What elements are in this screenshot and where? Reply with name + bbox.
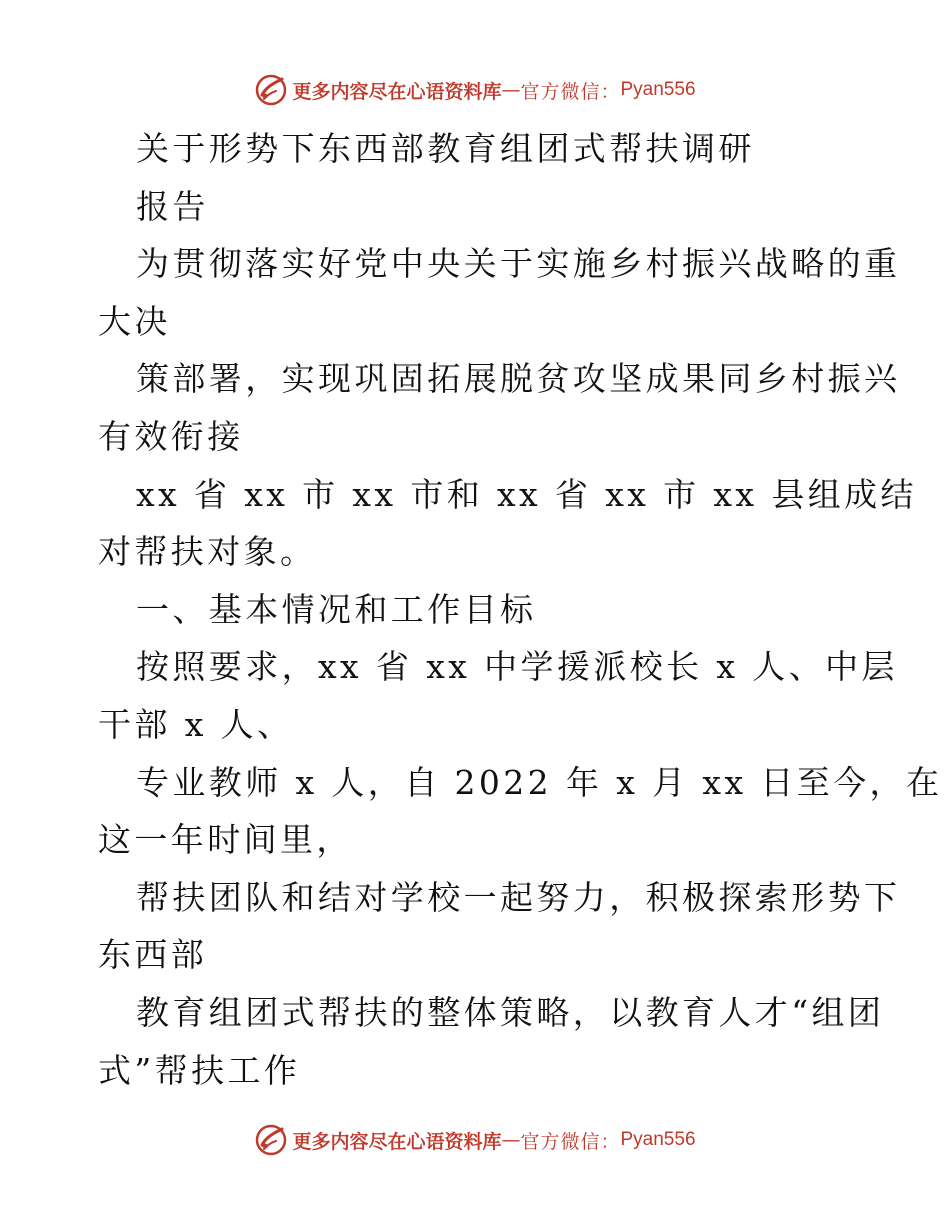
doc-paragraph-line: 式”帮扶工作 (98, 1050, 301, 1090)
document-body (98, 120, 943, 1099)
doc-paragraph-line: 按照要求，xx 省 xx 中学援派校长 x 人、中层 (136, 647, 898, 687)
footer-watermark-banner (0, 1120, 950, 1160)
doc-paragraph-line: 为贯彻落实好党中央关于实施乡村振兴战略的重 (136, 244, 901, 284)
banner-wechat-id: Pyan556 (620, 1129, 696, 1150)
doc-paragraph-line: 教育组团式帮扶的整体策略，以教育人才“组团 (136, 992, 885, 1032)
banner-dash: — (501, 1129, 521, 1151)
banner-site-name: 更多内容尽在心语资料库 (292, 80, 502, 103)
banner-official-label: 官方微信： (520, 80, 621, 103)
doc-title-line-2: 报告 (136, 186, 209, 226)
brush-logo-icon (254, 73, 288, 107)
doc-paragraph-line: 帮扶团队和结对学校一起努力，积极探索形势下 (136, 877, 901, 917)
doc-paragraph-line: 对帮扶对象。 (98, 532, 317, 572)
banner-site-name: 更多内容尽在心语资料库 (292, 1130, 502, 1153)
doc-paragraph-line: 策部署，实现巩固拓展脱贫攻坚成果同乡村振兴 (136, 359, 901, 399)
banner-dash: — (501, 79, 521, 101)
doc-paragraph-line: 干部 x 人、 (98, 704, 294, 744)
doc-paragraph-line: 有效衔接 (98, 416, 244, 456)
header-watermark-banner (0, 70, 950, 110)
doc-paragraph-line: 大决 (98, 301, 171, 341)
doc-paragraph-line: 专业教师 x 人，自 2022 年 x 月 xx 日至今，在 (136, 762, 943, 802)
doc-section-heading: 一、基本情况和工作目标 (136, 589, 537, 629)
doc-title-line-1: 关于形势下东西部教育组团式帮扶调研 (136, 129, 755, 168)
brush-logo-icon (254, 1123, 288, 1157)
banner-wechat-id: Pyan556 (620, 79, 696, 100)
doc-paragraph-line: 东西部 (98, 935, 208, 975)
doc-paragraph-line: 这一年时间里， (98, 820, 353, 860)
doc-paragraph-line: xx 省 xx 市 xx 市和 xx 省 xx 市 xx 县组成结 (136, 474, 917, 514)
banner-official-label: 官方微信： (520, 1130, 621, 1153)
